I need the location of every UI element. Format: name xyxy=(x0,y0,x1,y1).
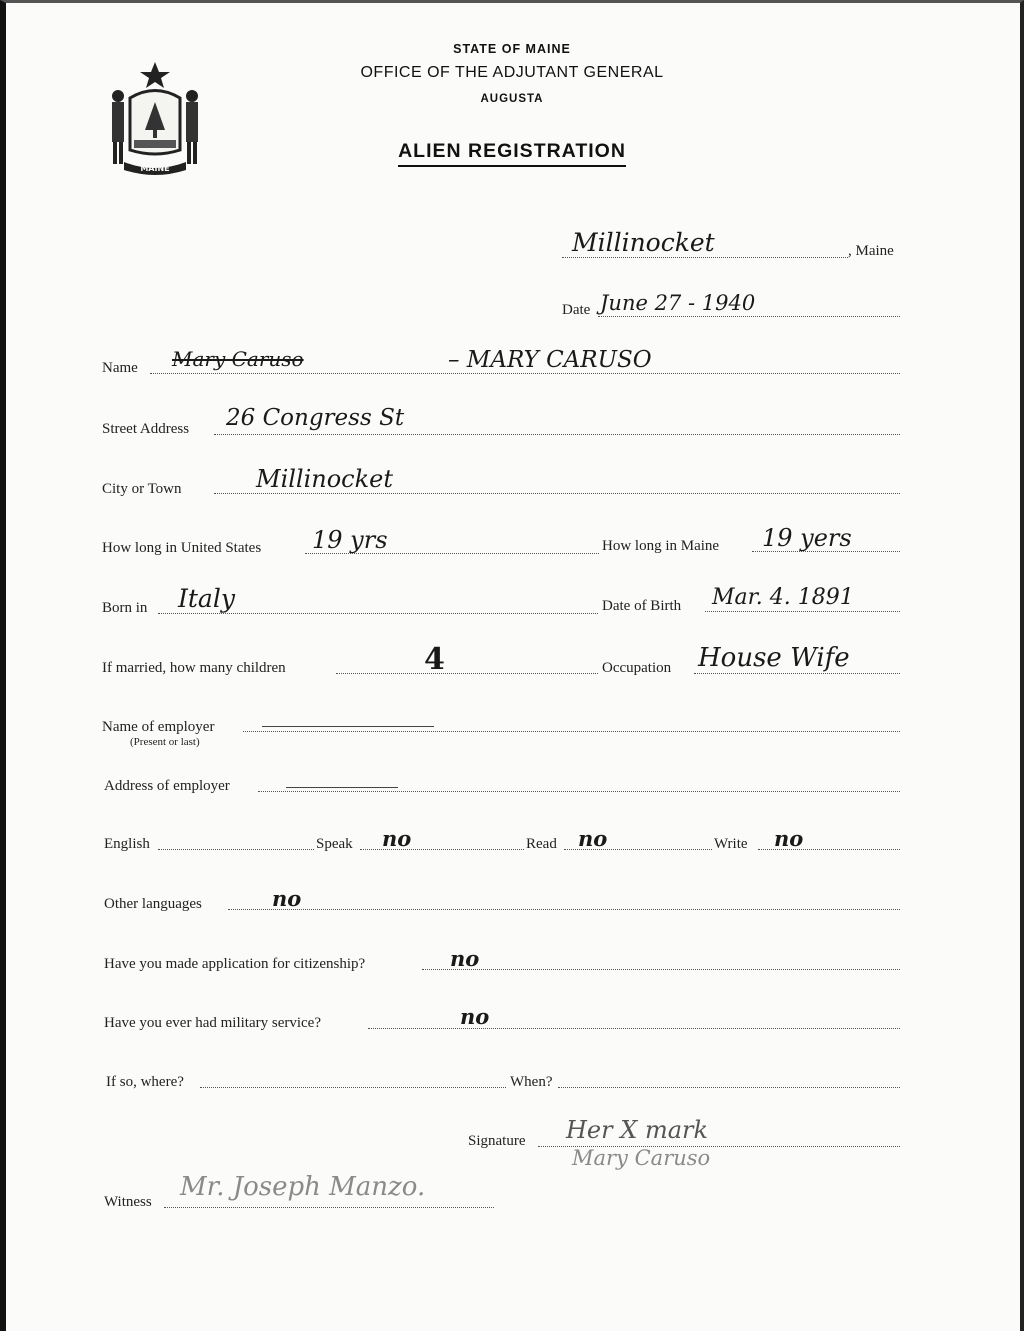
where-line xyxy=(200,1087,506,1088)
military-label: Have you ever had military service? xyxy=(104,1015,321,1031)
employer-sublabel: (Present or last) xyxy=(130,736,200,748)
name-line xyxy=(150,373,900,374)
state-heading: STATE OF MAINE xyxy=(453,42,571,56)
citizenship-label: Have you made application for citizenship? xyxy=(104,956,366,972)
date-label: Date xyxy=(562,302,591,318)
read-label: Read xyxy=(526,836,557,852)
place-line xyxy=(562,257,848,258)
other-languages-value: no xyxy=(272,886,302,911)
signature-value: Her X mark xyxy=(566,1116,709,1144)
us-value: 19 yrs xyxy=(312,526,388,554)
children-value: 4 xyxy=(424,642,445,677)
dob-label: Date of Birth xyxy=(602,598,682,614)
form-title xyxy=(0,140,1024,167)
children-label: If married, how many children xyxy=(102,660,286,676)
place-suffix: , Maine xyxy=(848,243,894,259)
when-line xyxy=(558,1087,900,1088)
witness-value: Mr. Joseph Manzo. xyxy=(180,1172,426,1202)
signature-label: Signature xyxy=(468,1133,526,1149)
signature-name: Mary Caruso xyxy=(572,1146,711,1170)
write-label: Write xyxy=(714,836,748,852)
write-value: no xyxy=(774,826,804,851)
military-value: no xyxy=(460,1004,490,1029)
speak-label: Speak xyxy=(316,836,353,852)
employer-label: Name of employer xyxy=(102,719,215,735)
citizenship-value: no xyxy=(450,946,480,971)
english-line xyxy=(158,849,314,850)
born-line xyxy=(158,613,598,614)
city-value: Millinocket xyxy=(256,465,394,493)
street-line xyxy=(214,434,900,435)
us-label: How long in United States xyxy=(102,540,262,556)
where-label: If so, where? xyxy=(106,1074,184,1090)
date-line xyxy=(598,316,900,317)
occupation-label: Occupation xyxy=(602,660,672,676)
office-heading: OFFICE OF THE ADJUTANT GENERAL xyxy=(360,64,664,81)
employer-address-line xyxy=(258,791,900,792)
born-label: Born in xyxy=(102,600,148,616)
employer-address-dash xyxy=(286,787,398,788)
when-label: When? xyxy=(510,1074,553,1090)
name-label: Name xyxy=(102,360,138,376)
name-value: – MARY CARUSO xyxy=(448,347,652,373)
employer-line xyxy=(243,731,900,732)
maine-value: 19 yers xyxy=(762,524,852,552)
street-label: Street Address xyxy=(102,421,190,437)
city-heading: AUGUSTA xyxy=(480,93,544,105)
seal-motto: MAINE xyxy=(140,164,170,173)
witness-line xyxy=(164,1207,494,1208)
english-label: English xyxy=(104,836,150,852)
street-value: 26 Congress St xyxy=(226,405,405,431)
dob-value: Mar. 4. 1891 xyxy=(712,585,854,610)
date-value: June 27 - 1940 xyxy=(600,291,756,315)
form-title-text: ALIEN REGISTRATION xyxy=(398,140,626,167)
maine-label: How long in Maine xyxy=(602,538,720,554)
occupation-line xyxy=(694,673,900,674)
witness-label: Witness xyxy=(104,1194,152,1210)
speak-value: no xyxy=(382,826,412,851)
city-line xyxy=(214,493,900,494)
dob-line xyxy=(705,611,900,612)
other-languages-label: Other languages xyxy=(104,896,202,912)
military-line xyxy=(368,1028,900,1029)
other-languages-line xyxy=(228,909,900,910)
children-line xyxy=(336,673,598,674)
name-struck-value: Mary Caruso xyxy=(172,347,304,371)
place-value: Millinocket xyxy=(572,228,715,257)
read-value: no xyxy=(578,826,608,851)
employer-dash xyxy=(262,726,434,727)
city-label: City or Town xyxy=(102,481,182,497)
citizenship-line xyxy=(422,969,900,970)
occupation-value: House Wife xyxy=(698,643,850,673)
employer-address-label: Address of employer xyxy=(104,778,230,794)
born-value: Italy xyxy=(178,584,235,613)
